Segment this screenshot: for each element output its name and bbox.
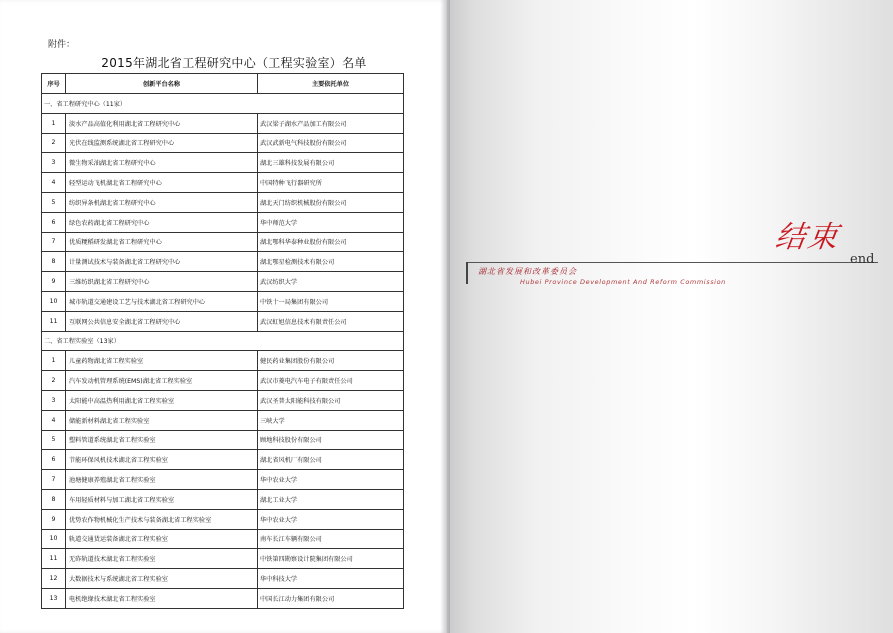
row-number: 2	[42, 371, 66, 391]
end-slide-page	[447, 0, 893, 633]
main-unit: 武汉圣普太阳能科技有限公司	[258, 390, 404, 410]
platform-name: 城市轨道交通建设工艺与技术湖北省工程研究中心	[66, 291, 258, 311]
table-row	[42, 489, 404, 509]
table-row	[42, 410, 404, 430]
platform-name: 塑料管道系统湖北省工程实验室	[66, 430, 258, 450]
end-divider-tick	[466, 262, 468, 284]
table-row	[42, 351, 404, 371]
platform-name: 无砟轨道技术湖北省工程实验室	[66, 549, 258, 569]
end-title-en: end	[850, 252, 875, 267]
table-row	[42, 212, 404, 232]
row-number: 5	[42, 430, 66, 450]
platform-name: 优质粳稻研发湖北省工程研究中心	[66, 232, 258, 252]
main-unit: 华中师范大学	[258, 212, 404, 232]
platform-name: 微生物采油湖北省工程研究中心	[66, 153, 258, 173]
row-number: 9	[42, 272, 66, 292]
table-row	[42, 311, 404, 331]
row-number: 6	[42, 212, 66, 232]
attachment-label: 附件：	[48, 40, 76, 50]
page-gutter	[440, 0, 450, 633]
org-name-en: Hubei Province Development And Reform Commission	[520, 278, 726, 286]
main-unit: 湖北三雄科技发展有限公司	[258, 153, 404, 173]
main-unit: 湖北天门纺织机械股份有限公司	[258, 192, 404, 212]
row-number: 7	[42, 232, 66, 252]
header-platform-name: 创新平台名称	[66, 74, 258, 94]
main-unit: 湖北工业大学	[258, 489, 404, 509]
platform-name: 轨道交通货运装备湖北省工程实验室	[66, 529, 258, 549]
main-unit: 华中农业大学	[258, 509, 404, 529]
row-number: 8	[42, 252, 66, 272]
end-divider-line	[468, 262, 878, 263]
platform-name: 淡水产品高值化利用湖北省工程研究中心	[66, 113, 258, 133]
table-row	[42, 173, 404, 193]
main-unit: 中国特种飞行器研究所	[258, 173, 404, 193]
platform-name: 车用轻质材料与加工湖北省工程实验室	[66, 489, 258, 509]
row-number: 3	[42, 153, 66, 173]
main-unit: 三峡大学	[258, 410, 404, 430]
platform-name: 绿色农药湖北省工程研究中心	[66, 212, 258, 232]
table-row	[42, 232, 404, 252]
row-number: 7	[42, 470, 66, 490]
main-unit: 中铁第四勘察设计院集团有限公司	[258, 549, 404, 569]
end-title-cn: 结束	[773, 220, 842, 255]
row-number: 2	[42, 133, 66, 153]
org-name-cn: 湖北省发展和改革委员会	[478, 267, 577, 276]
platform-name: 电机绝缘技术湖北省工程实验室	[66, 588, 258, 608]
header-main-unit: 主要依托单位	[258, 74, 404, 94]
main-unit: 武汉梁子湖水产品加工有限公司	[258, 113, 404, 133]
row-number: 4	[42, 173, 66, 193]
table-row	[42, 509, 404, 529]
platform-list-table	[41, 73, 404, 609]
platform-name: 大数据技术与系统湖北省工程实验室	[66, 569, 258, 589]
row-number: 1	[42, 351, 66, 371]
table-row	[42, 549, 404, 569]
table-row	[42, 569, 404, 589]
table-row	[42, 133, 404, 153]
row-number: 6	[42, 450, 66, 470]
row-number: 8	[42, 489, 66, 509]
table-row	[42, 470, 404, 490]
platform-name: 节能环保风机技术湖北省工程实验室	[66, 450, 258, 470]
main-unit: 武汉纺织大学	[258, 272, 404, 292]
platform-name: 轻型运动飞机湖北省工程研究中心	[66, 173, 258, 193]
row-number: 3	[42, 390, 66, 410]
main-unit: 武汉虹旭信息技术有限责任公司	[258, 311, 404, 331]
main-unit: 华中农业大学	[258, 470, 404, 490]
platform-name: 三维纺织湖北省工程研究中心	[66, 272, 258, 292]
table-row	[42, 430, 404, 450]
main-unit: 武汉市菱电汽车电子有限责任公司	[258, 371, 404, 391]
main-unit: 南车长江车辆有限公司	[258, 529, 404, 549]
platform-name: 太阳能中高温热利用湖北省工程实验室	[66, 390, 258, 410]
row-number: 11	[42, 549, 66, 569]
table-row	[42, 371, 404, 391]
table-header-row	[42, 74, 404, 94]
table-row	[42, 291, 404, 311]
platform-name: 儿童药物湖北省工程实验室	[66, 351, 258, 371]
table-row	[42, 153, 404, 173]
section-heading: 一、省工程研究中心（11家）	[42, 94, 404, 114]
table-row	[42, 252, 404, 272]
platform-name: 优势农作物机械化生产技术与装备湖北省工程实验室	[66, 509, 258, 529]
main-unit: 湖北鄂星检测技术有限公司	[258, 252, 404, 272]
row-number: 12	[42, 569, 66, 589]
row-number: 5	[42, 192, 66, 212]
header-no: 序号	[42, 74, 66, 94]
table-row	[42, 450, 404, 470]
main-unit: 中铁十一局集团有限公司	[258, 291, 404, 311]
table-row	[42, 588, 404, 608]
main-unit: 中国长江动力集团有限公司	[258, 588, 404, 608]
row-number: 1	[42, 113, 66, 133]
row-number: 4	[42, 410, 66, 430]
table-row	[42, 529, 404, 549]
row-number: 10	[42, 529, 66, 549]
main-unit: 健民药业集团股份有限公司	[258, 351, 404, 371]
table-row	[42, 192, 404, 212]
table-section-row	[42, 94, 404, 114]
row-number: 9	[42, 509, 66, 529]
table-section-row	[42, 331, 404, 351]
table-row	[42, 390, 404, 410]
row-number: 13	[42, 588, 66, 608]
main-unit: 湖北省风机厂有限公司	[258, 450, 404, 470]
document-title: 2015年湖北省工程研究中心（工程实验室）名单	[101, 56, 367, 70]
main-unit: 华中科技大学	[258, 569, 404, 589]
main-unit: 武汉武新电气科技股份有限公司	[258, 133, 404, 153]
section-heading: 二、省工程实验室（13家）	[42, 331, 404, 351]
platform-name: 纺织异条机湖北省工程研究中心	[66, 192, 258, 212]
platform-name: 互联网公共信息安全湖北省工程研究中心	[66, 311, 258, 331]
table-row	[42, 272, 404, 292]
table-row	[42, 113, 404, 133]
platform-name: 池塘健康养殖湖北省工程实验室	[66, 470, 258, 490]
row-number: 11	[42, 311, 66, 331]
row-number: 10	[42, 291, 66, 311]
main-unit: 湖北鄂科华泰种业股份有限公司	[258, 232, 404, 252]
platform-name: 光伏在线监测系统湖北省工程研究中心	[66, 133, 258, 153]
platform-name: 计量测试技术与装备湖北省工程研究中心	[66, 252, 258, 272]
main-unit: 顾地科技股份有限公司	[258, 430, 404, 450]
platform-name: 汽车发动机管理系统(EMS)湖北省工程实验室	[66, 371, 258, 391]
platform-name: 储能新材料湖北省工程实验室	[66, 410, 258, 430]
